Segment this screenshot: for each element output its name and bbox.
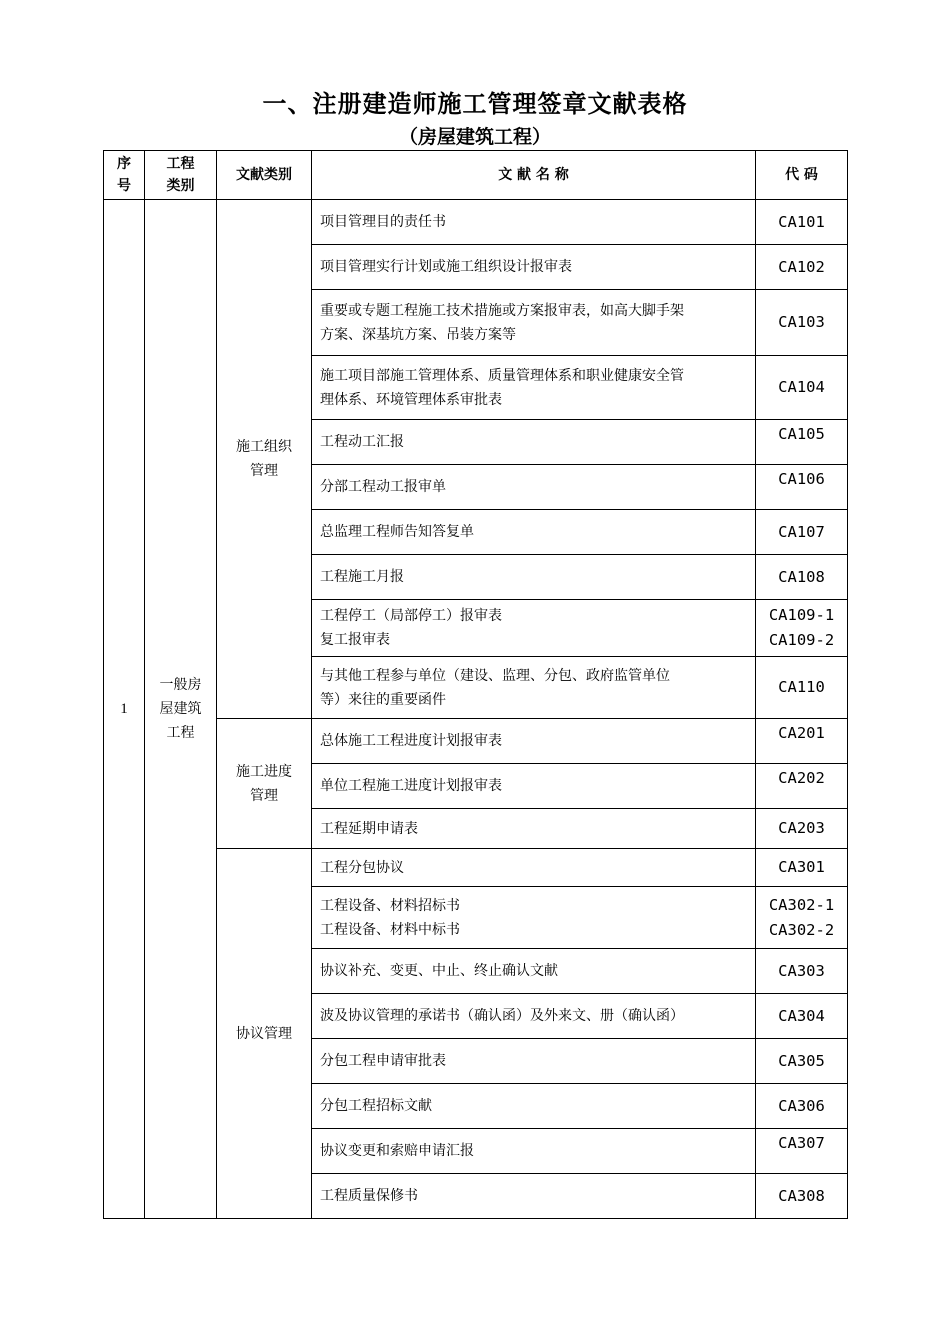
category-cell: 施工组织 管理	[217, 200, 312, 719]
doc-name-cell: 单位工程施工进度计划报审表	[312, 764, 756, 809]
category-cell: 协议管理	[217, 849, 312, 1219]
doc-code-cell: CA308	[756, 1174, 848, 1219]
doc-name-cell: 分包工程招标文献	[312, 1084, 756, 1129]
doc-name-cell: 分部工程动工报审单	[312, 465, 756, 510]
doc-code-cell: CA302-1 CA302-2	[756, 887, 848, 949]
doc-name-cell: 项目管理实行计划或施工组织设计报审表	[312, 245, 756, 290]
doc-name-cell: 工程施工月报	[312, 555, 756, 600]
doc-code-cell: CA110	[756, 657, 848, 719]
page-title: 一、注册建造师施工管理签章文献表格	[262, 89, 688, 118]
doc-code-cell: CA101	[756, 200, 848, 245]
doc-name-cell: 总体施工工程进度计划报审表	[312, 719, 756, 764]
doc-code-cell: CA106	[756, 465, 848, 510]
doc-code-cell: CA102	[756, 245, 848, 290]
doc-name-cell: 项目管理目的责任书	[312, 200, 756, 245]
doc-code-cell: CA107	[756, 510, 848, 555]
doc-name-cell: 工程设备、材料招标书 工程设备、材料中标书	[312, 887, 756, 949]
doc-name-cell: 与其他工程参与单位（建设、监理、分包、政府监管单位 等）来往的重要函件	[312, 657, 756, 719]
doc-code-cell: CA301	[756, 849, 848, 887]
doc-code-cell: CA305	[756, 1039, 848, 1084]
document-table	[103, 150, 848, 1219]
doc-code-cell: CA201	[756, 719, 848, 764]
header-code: 代 码	[756, 151, 848, 200]
doc-code-cell: CA203	[756, 809, 848, 849]
header-category: 文献类别	[217, 151, 312, 200]
doc-name-cell: 工程延期申请表	[312, 809, 756, 849]
header-project-type: 工程 类别	[145, 151, 217, 200]
doc-code-cell: CA105	[756, 420, 848, 465]
doc-code-cell: CA307	[756, 1129, 848, 1174]
doc-code-cell: CA103	[756, 290, 848, 356]
doc-name-cell: 工程分包协议	[312, 849, 756, 887]
doc-name-cell: 工程动工汇报	[312, 420, 756, 465]
doc-name-cell: 重要或专题工程施工技术措施或方案报审表，如高大脚手架 方案、深基坑方案、吊装方案等	[312, 290, 756, 356]
doc-code-cell: CA303	[756, 949, 848, 994]
header-seq: 序 号	[104, 151, 145, 200]
doc-name-cell: 总监理工程师告知答复单	[312, 510, 756, 555]
doc-name-cell: 施工项目部施工管理体系、质量管理体系和职业健康安全管 理体系、环境管理体系审批表	[312, 356, 756, 420]
doc-code-cell: CA109-1 CA109-2	[756, 600, 848, 657]
page-subtitle: （房屋建筑工程）	[398, 126, 551, 148]
doc-code-cell: CA304	[756, 994, 848, 1039]
project-type-cell: 一般房 屋建筑 工程	[145, 200, 217, 1219]
doc-name-cell: 波及协议管理的承诺书（确认函）及外来文、册（确认函）	[312, 994, 756, 1039]
doc-name-cell: 协议变更和索赔申请汇报	[312, 1129, 756, 1174]
doc-name-cell: 工程质量保修书	[312, 1174, 756, 1219]
category-cell: 施工进度 管理	[217, 719, 312, 849]
table-row	[104, 200, 848, 245]
header-doc-name: 文 献 名 称	[312, 151, 756, 200]
doc-code-cell: CA306	[756, 1084, 848, 1129]
doc-name-cell: 分包工程申请审批表	[312, 1039, 756, 1084]
table-header-row	[104, 151, 848, 200]
doc-code-cell: CA108	[756, 555, 848, 600]
doc-name-cell: 工程停工（局部停工）报审表 复工报审表	[312, 600, 756, 657]
seq-cell: 1	[104, 200, 145, 1219]
doc-code-cell: CA104	[756, 356, 848, 420]
doc-code-cell: CA202	[756, 764, 848, 809]
doc-name-cell: 协议补充、变更、中止、终止确认文献	[312, 949, 756, 994]
